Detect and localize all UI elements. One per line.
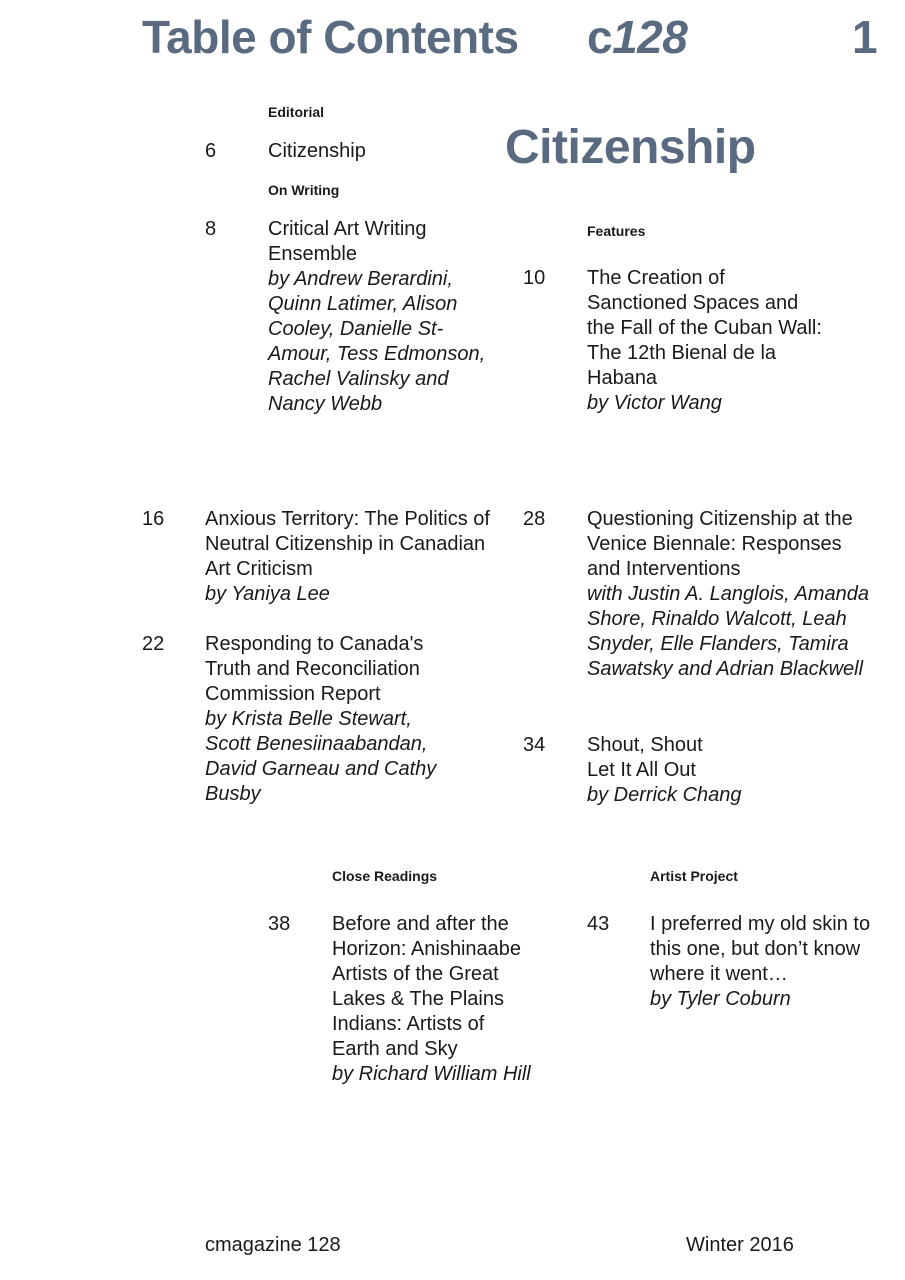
entry-author: by Victor Wang bbox=[587, 392, 722, 414]
entry-page-number: 22 bbox=[142, 633, 165, 655]
section-editorial: Editorial bbox=[268, 104, 325, 120]
entry-title: Citizenship bbox=[268, 140, 366, 162]
entry-page-number: 16 bbox=[142, 508, 165, 530]
toc-entry-shout[interactable] bbox=[587, 733, 742, 808]
entry-title: Before and after the Horizon: Anishinaabe Artists of the Great Lakes & The Plains Indians: Artists of Earth and Sky bbox=[332, 913, 522, 1060]
section-on-writing: On Writing bbox=[268, 182, 340, 198]
section-features: Features bbox=[587, 223, 646, 239]
issue-label bbox=[587, 11, 688, 63]
issue-number: 128 bbox=[612, 11, 688, 63]
entry-page-number: 43 bbox=[587, 913, 610, 935]
entry-author: by Krista Belle Stewart, Scott Benesiinaabandan, David Garneau and Cathy Busby bbox=[205, 708, 437, 805]
entry-author: by Derrick Chang bbox=[587, 784, 742, 806]
entry-title: Critical Art Writing Ensemble bbox=[268, 218, 427, 265]
entry-title: Questioning Citizenship at the Venice Biennale: Responses and Interventions bbox=[587, 508, 853, 580]
entry-author: by Richard William Hill bbox=[332, 1063, 531, 1085]
footer-magazine: cmagazine 128 bbox=[205, 1234, 341, 1256]
entry-page-number: 38 bbox=[268, 913, 291, 935]
entry-author: by Tyler Coburn bbox=[650, 988, 791, 1010]
toc-entry-responding-trc[interactable] bbox=[205, 632, 455, 807]
entry-title: Responding to Canada's Truth and Reconciliation Commission Report bbox=[205, 633, 424, 705]
entry-title: The Creation of Sanctioned Spaces and the Fall of the Cuban Wall: The 12th Bienal de la Habana bbox=[587, 267, 822, 389]
entry-author: by Andrew Berardini, Quinn Latimer, Alison Cooley, Danielle St-Amour, Tess Edmonson, Rachel Valinsky and Nancy Webb bbox=[268, 268, 486, 415]
entry-title: I preferred my old skin to this one, but don’t know where it went… bbox=[650, 913, 871, 985]
entry-page-number: 8 bbox=[205, 218, 217, 240]
entry-page-number: 34 bbox=[523, 734, 546, 756]
footer-season: Winter 2016 bbox=[686, 1234, 794, 1256]
theme-title: Citizenship bbox=[505, 121, 756, 174]
toc-entry-before-after-horizon[interactable] bbox=[332, 912, 537, 1087]
toc-entry-old-skin[interactable] bbox=[650, 912, 882, 1012]
page-number: 1 bbox=[852, 11, 878, 63]
toc-entry-questioning-citizenship[interactable] bbox=[587, 507, 872, 682]
section-close-readings: Close Readings bbox=[332, 868, 438, 884]
entry-author: by Yaniya Lee bbox=[205, 583, 330, 605]
entry-title: Shout, Shout Let It All Out bbox=[587, 734, 703, 781]
toc-entry-critical-art-writing[interactable] bbox=[268, 217, 498, 417]
page-title: Table of Contents bbox=[142, 11, 519, 63]
entry-page-number: 28 bbox=[523, 508, 546, 530]
section-artist-project: Artist Project bbox=[650, 868, 738, 884]
toc-entry-creation-sanctioned-spaces[interactable] bbox=[587, 266, 827, 416]
toc-entry-citizenship[interactable] bbox=[268, 139, 498, 164]
issue-prefix: c bbox=[587, 11, 613, 63]
entry-title: Anxious Territory: The Politics of Neutral Citizenship in Canadian Art Criticism bbox=[205, 508, 490, 580]
entry-page-number: 10 bbox=[523, 267, 546, 289]
entry-author: with Justin A. Langlois, Amanda Shore, Rinaldo Walcott, Leah Snyder, Elle Flanders, Tamira Sawatsky and Adrian Blackwell bbox=[587, 583, 870, 680]
toc-entry-anxious-territory[interactable] bbox=[205, 507, 495, 607]
entry-page-number: 6 bbox=[205, 140, 217, 162]
